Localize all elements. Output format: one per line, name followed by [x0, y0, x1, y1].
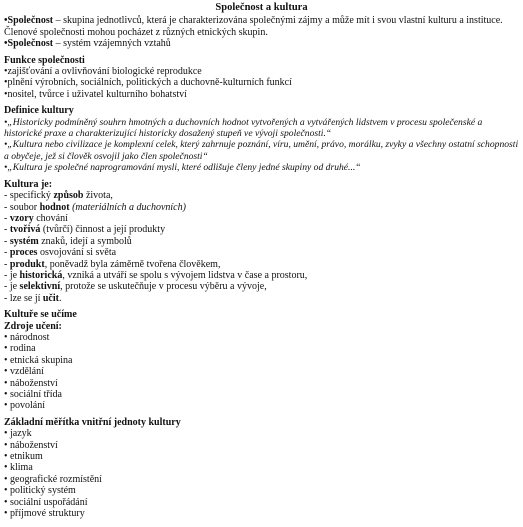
definition-item: •„Kultura nebo civilizace je komplexní celek, který zahrnuje poznání, víru, umění, právo, morálku, zvyky a všechny ostatní schopnosti a obyčeje, jež si člověk osvojil jako člen společnosti“	[4, 139, 519, 162]
list-item: • etnikum	[4, 451, 43, 463]
list-item: • jazyk	[4, 428, 32, 440]
list-item: • sociální třída	[4, 389, 62, 400]
list-item: - lze se jí učit.	[4, 292, 62, 304]
list-item: - produkt, poněvadž byla záměrně tvořena člověkem,	[4, 258, 221, 270]
list-item: • povolání	[4, 400, 45, 412]
term-definition: – skupina jednotlivců, která je charakterizována společnými zájmy a může mít i svou vlastní kulturu a instituce. Členové společnosti mohou pocházet z různých etnických skupin.	[4, 15, 503, 38]
section-heading: Základní měřítka vnitřní jednoty kultury	[4, 416, 181, 428]
list-item: - je historická, vzniká a utváří se spolu s vývojem lidstva v čase a prostoru,	[4, 269, 308, 281]
list-item: • rodina	[4, 343, 36, 355]
list-item: • politický systém	[4, 485, 76, 497]
list-item: • vzdělání	[4, 366, 44, 378]
list-item: - soubor hodnot (materiálních a duchovních)	[4, 201, 186, 213]
document-title: Společnost a kultura	[215, 2, 308, 13]
list-item: •zajišťování a ovlivňování biologické reprodukce	[4, 66, 202, 78]
list-item: • náboženství	[4, 439, 58, 451]
list-item: • etnická skupina	[4, 354, 73, 366]
definition-item: •„Historicky podmíněný souhrn hmotných a duchovních hodnot vytvořených a vytvářených lidstvem v procesu společenské a historické praxe a charakterizující historicky dosažený stupeň ve vývoji společnosti.“	[4, 116, 483, 140]
list-item: • sociální uspořádání	[4, 496, 88, 508]
section-heading: Kultura je:	[4, 178, 53, 190]
section-heading: Definice kultury	[4, 105, 74, 117]
list-item: • klima	[4, 462, 33, 474]
list-item: - je selektivní, protože se uskutečňuje v procesu výběru a vývoje,	[4, 281, 267, 293]
list-item: •plnění výrobních, sociálních, politických a duchovně-kulturních funkcí	[4, 77, 292, 89]
ucime-section	[4, 309, 519, 412]
kultura-je-section	[4, 179, 519, 304]
list-item: - specifický způsob života,	[4, 190, 113, 202]
term-definition: – systém vzájemných vztahů	[53, 38, 171, 50]
list-item: •nositel, tvůrce i uživatel kulturního bohatství	[4, 88, 187, 100]
intro-paragraph	[4, 15, 519, 38]
funkce-section	[4, 55, 519, 101]
term-label: •Společnost	[4, 15, 54, 27]
list-item: - tvořivá (tvůrčí) činnost a její produkty	[4, 224, 166, 236]
section-heading: Kultuře se učíme	[4, 309, 77, 321]
section-heading: Funkce společnosti	[4, 54, 85, 66]
section-subheading: Zdroje učení:	[4, 320, 62, 332]
definition-item: •„Kultura je společné naprogramování mysli, které odlišuje členy jedné skupiny od druhé...“	[4, 162, 361, 174]
list-item: • geografické rozmístění	[4, 473, 102, 485]
intro-paragraph	[4, 38, 519, 49]
definice-section	[4, 105, 519, 173]
list-item: • národnost	[4, 331, 50, 343]
meritka-section	[4, 417, 519, 520]
list-item: - vzory chování	[4, 212, 68, 224]
list-item: - proces osvojování si světa	[4, 247, 117, 259]
list-item: • příjmové struktury	[4, 508, 85, 520]
term-label: •Společnost	[4, 38, 54, 50]
list-item: - systém znaků, idejí a symbolů	[4, 235, 132, 247]
intro-section	[4, 15, 519, 49]
list-item: • náboženství	[4, 377, 58, 389]
